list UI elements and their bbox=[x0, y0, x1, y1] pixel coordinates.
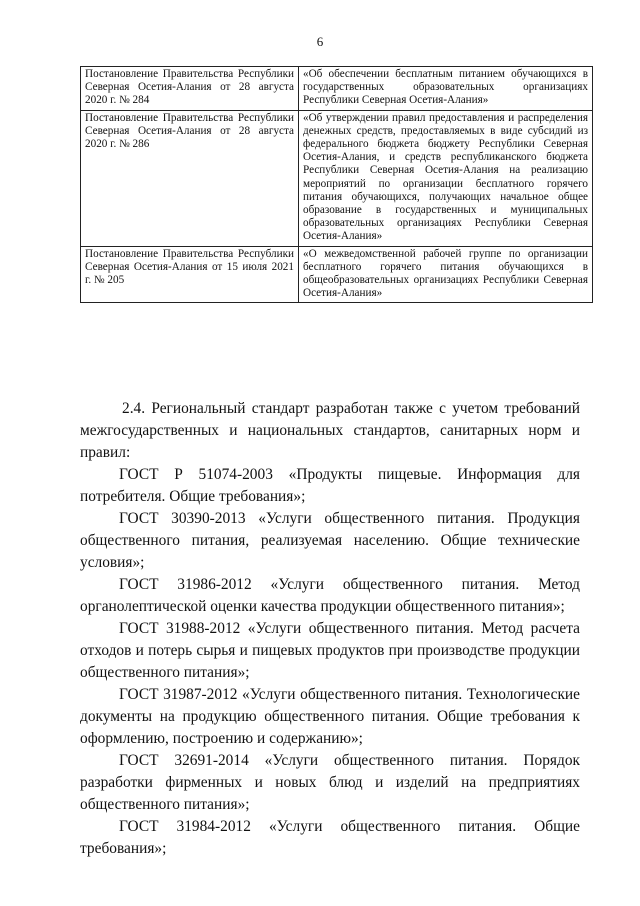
table-row bbox=[81, 110, 593, 246]
table-row bbox=[81, 67, 593, 111]
standard-item: ГОСТ 31984-2012 «Услуги общественного питания. Общие требования»; bbox=[80, 818, 580, 857]
title-cell: «Об обеспечении бесплатным питанием обучающихся в государственных образовательных организациях Республики Северная Осетия-Алания» bbox=[299, 67, 593, 111]
title-cell: «Об утверждении правил предоставления и распределения денежных средств, предоставляемых в виде субсидий из федерального бюджета бюджету Республики Северная Осетия-Алания, и средств республиканского бюджета Республики Северная Осетия-Алания на реализацию мероприятий по организации бесплатного горячего питания обучающихся, получающих начальное общее образование в государственных и муниципальных образовательных организациях Республики Северная Осетия-Алания» bbox=[299, 110, 593, 246]
regulations-table bbox=[80, 66, 593, 303]
title-cell: «О межведомственной рабочей группе по организации бесплатного горячего питания обучающихся в общеобразовательных организациях Республики Северная Осетия-Алания» bbox=[299, 246, 593, 303]
table-row bbox=[81, 246, 593, 303]
document-cell: Постановление Правительства Республики Северная Осетия-Алания от 15 июля 2021 г. № 205 bbox=[81, 246, 299, 303]
standard-item: ГОСТ Р 51074-2003 «Продукты пищевые. Информация для потребителя. Общие требования»; bbox=[80, 466, 580, 505]
section-intro: 2.4. Региональный стандарт разработан также с учетом требований межгосударственных и национальных стандартов, санитарных норм и правил: bbox=[80, 400, 580, 461]
document-cell: Постановление Правительства Республики Северная Осетия-Алания от 28 августа 2020 г. № 284 bbox=[81, 67, 299, 111]
standard-item: ГОСТ 31986-2012 «Услуги общественного питания. Метод органолептической оценки качества продукции общественного питания»; bbox=[80, 576, 580, 615]
document-cell: Постановление Правительства Республики Северная Осетия-Алания от 28 августа 2020 г. № 286 bbox=[81, 110, 299, 246]
standard-item: ГОСТ 31988-2012 «Услуги общественного питания. Метод расчета отходов и потерь сырья и пищевых продуктов при производстве продукции общественного питания»; bbox=[80, 620, 580, 681]
standard-item: ГОСТ 31987-2012 «Услуги общественного питания. Технологические документы на продукцию общественного питания. Общие требования к оформлению, построению и содержанию»; bbox=[80, 686, 580, 747]
page-number: 6 bbox=[316, 34, 324, 49]
standard-item: ГОСТ 32691-2014 «Услуги общественного питания. Порядок разработки фирменных и новых блюд и изделий на предприятиях общественного питания»; bbox=[80, 752, 580, 813]
standard-item: ГОСТ 30390-2013 «Услуги общественного питания. Продукция общественного питания, реализуемая населению. Общие технические условия»; bbox=[80, 510, 580, 571]
